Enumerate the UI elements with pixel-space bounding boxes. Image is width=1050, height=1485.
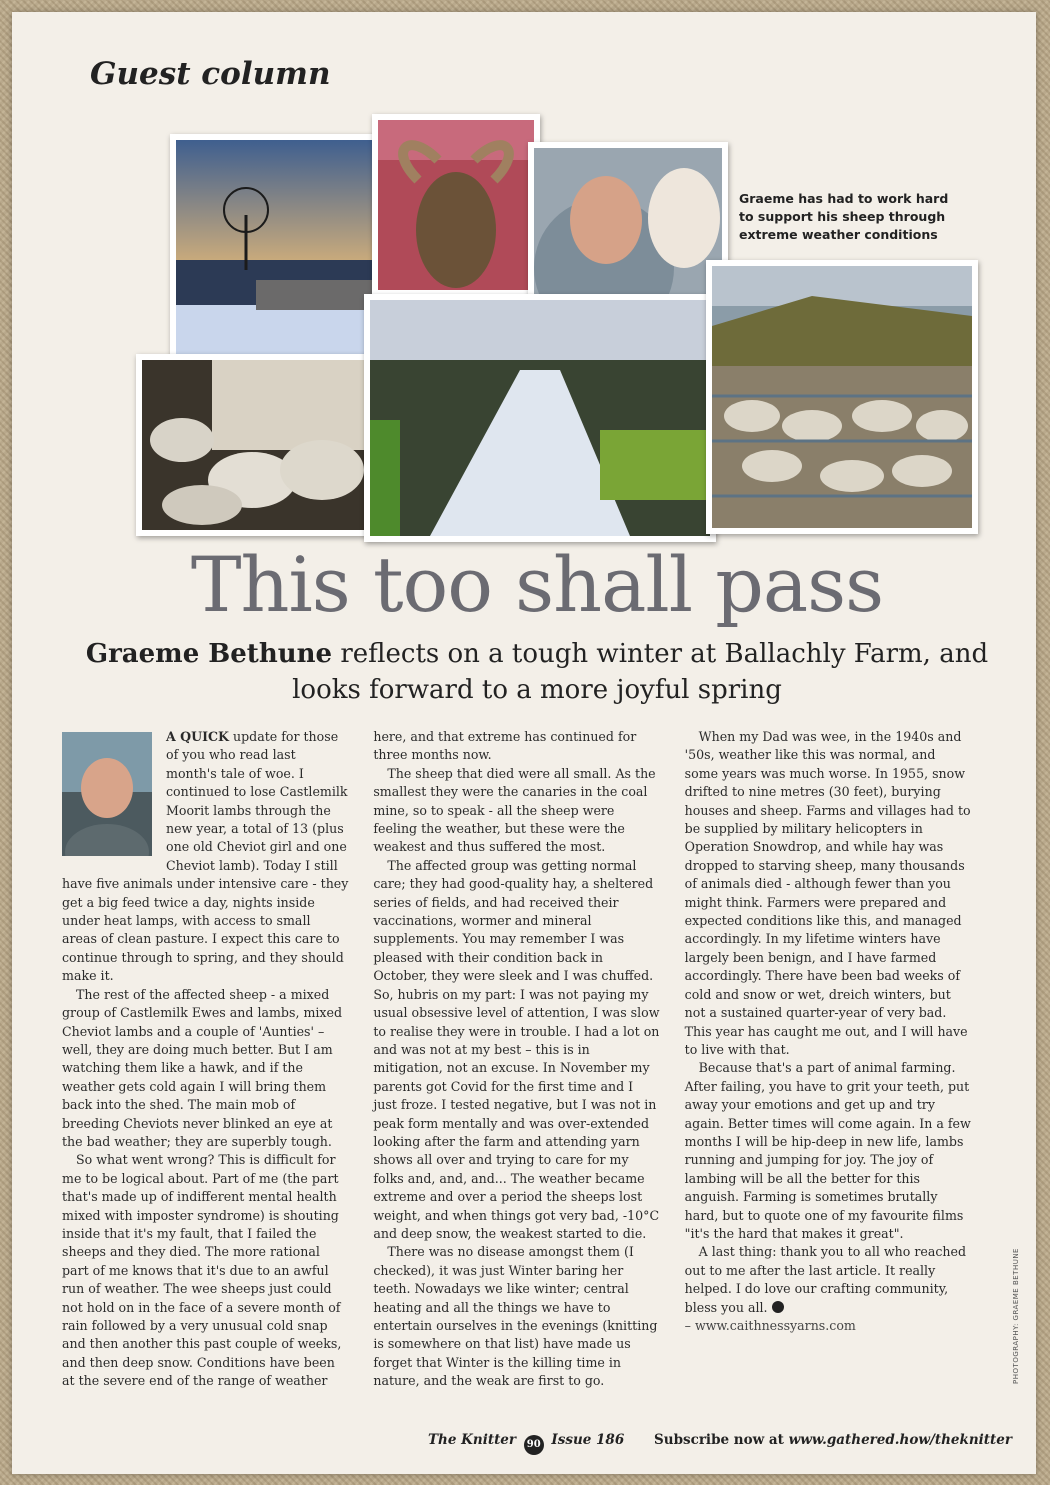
author-photo	[62, 732, 152, 856]
photo-horned-sheep	[372, 114, 540, 296]
subscribe-link[interactable]: www.gathered.how/theknitter	[788, 1432, 1012, 1448]
standfirst-text: reflects on a tough winter at Ballachly Farm, and looks forward to a more joyful spring	[292, 639, 989, 705]
footer-subscribe: Subscribe now at www.gathered.how/theknitter	[654, 1432, 1012, 1448]
photo-caption: Graeme has had to work hard to support his sheep through extreme weather conditions	[739, 191, 949, 242]
standfirst-author: Graeme Bethune	[85, 639, 333, 669]
page-number: 90	[524, 1435, 544, 1455]
section-label: Guest column	[90, 56, 331, 92]
article-paragraph: So what went wrong? This is difficult for me to be logical about. Part of me (the part that's made up of indifferent mental health mixed with imposter syndrome) is shouting inside that it's my fault, that I failed the sheeps and they died. The more rational part of me knows that it's due to an awful run of weather. The wee sheeps just could not hold on in the face of a severe month of rain followed by a very unusual cold snap and then another this past couple of weeks, and then deep snow. Conditions have been at the severe end of the range of weather here, and that extreme has continued for three months now.	[62, 729, 637, 1389]
photo-graeme-with-sheep	[528, 142, 728, 309]
article-paragraph: The rest of the affected sheep - a mixed group of Castlemilk Ewes and lambs, mixed Cheviot lambs and a couple of 'Aunties' – well, they are doing much better. But I am watching them like a hawk, and if the weather gets cold again I will bring them back into the shed. The main mob of breeding Cheviots never blinked an eye at the bad weather; they are superbly tough.	[62, 986, 343, 1149]
photo-snowy-track	[364, 294, 716, 542]
standfirst	[82, 636, 992, 708]
article-paragraph: Because that's a part of animal farming. After failing, you have to grit your teeth, put away your emotions and get up and try again. Better times will come again. In a few months I will be hip-deep in new life, lambs running and jumping for joy. The joy of lambing will be all the better for this anguish. Farming is sometimes brutally hard, but to quote one of my favourite films "it's the hard that makes it great".	[684, 1060, 971, 1241]
photo-snowy-sunset-tree	[170, 134, 378, 368]
headline: This too shall pass	[190, 540, 884, 629]
photo-sheep-in-shed	[136, 354, 384, 536]
signoff: – www.caithnessyarns.com	[684, 1318, 856, 1333]
photo-sheep-in-pens	[706, 260, 978, 534]
article-paragraph: The sheep that died were all small. As the smallest they were the canaries in the coal mine, so to speak - all the sheep were feeling the weather, but these were the weakest and thus suffered the most.	[373, 765, 656, 855]
article-body	[62, 728, 972, 1408]
footer-magazine	[428, 1432, 624, 1455]
end-mark-icon	[772, 1301, 784, 1313]
photo-credit: PHOTOGRAPHY: GRAEME BETHUNE	[1012, 1248, 1020, 1384]
article-paragraph: The affected group was getting normal care; they had good-quality hay, a sheltered series of fields, and had received their vaccinations, wormer and mineral supplements. You may remember I was pleased with their condition back in October, they were sleek and I was chuffed. So, hubris on my part: I was not paying my usual obsessive level of attention, I was slow to realise they were in trouble. I had a lot on and was not at my best – this is in mitigation, not an excuse. In November my parents got Covid for the first time and I just froze. I tested negative, but I was not in peak form mentally and was over-extended looking after the farm and attending yarn shows all over and trying to care for my folks and, and, and... The weather became extreme and over a period the sheeps lost weight, and when things got very bad, -10°C and deep snow, the weakest started to die.	[373, 857, 660, 1241]
magazine-page	[12, 12, 1036, 1474]
lead-caps: A QUICK	[166, 729, 229, 744]
article-paragraph: A last thing: thank you to all who reached out to me after the last article. It really helped. I do love our crafting community, bless you all.	[684, 1244, 967, 1315]
article-paragraph: When my Dad was wee, in the 1940s and '50s, weather like this was normal, and some years was much worse. In 1955, snow drifted to nine metres (30 feet), burying houses and sheep. Farms and villages had to be supplied by military helicopters in Operation Snowdrop, and while hay was dropped to starving sheep, many thousands of animals died - although fewer than you might think. Farmers were prepared and expected conditions like this, and managed accordingly. In my lifetime winters have largely been benign, and I have farmed accordingly. There have been bad weeks of cold and snow or wet, dreich winters, but not a sustained quarter-year of very bad. This year has caught me out, and I will have to live with that.	[684, 729, 971, 1057]
issue-number: Issue 186	[551, 1432, 625, 1448]
article-paragraph: There was no disease amongst them (I checked), it was just Winter baring her teeth. Nowadays we like winter; central heating and all the things we have to entertain ourselves in the evenings (knitting is somewhere on that list) have made us forget that Winter is the killing time in nature, and the weak are first to go.	[373, 1244, 658, 1389]
article-paragraph: A QUICK update for those of you who read last month's tale of woe. I continued to lose Castlemilk Moorit lambs through the new year, a total of 13 (plus one old Cheviot girl and one Cheviot lamb). Today I still have five animals under intensive care - they get a big feed twice a day, nights inside under heat lamps, with access to small areas of clean pasture. I expect this care to continue through to spring, and they should make it.	[62, 729, 349, 984]
magazine-name: The Knitter	[428, 1432, 517, 1448]
